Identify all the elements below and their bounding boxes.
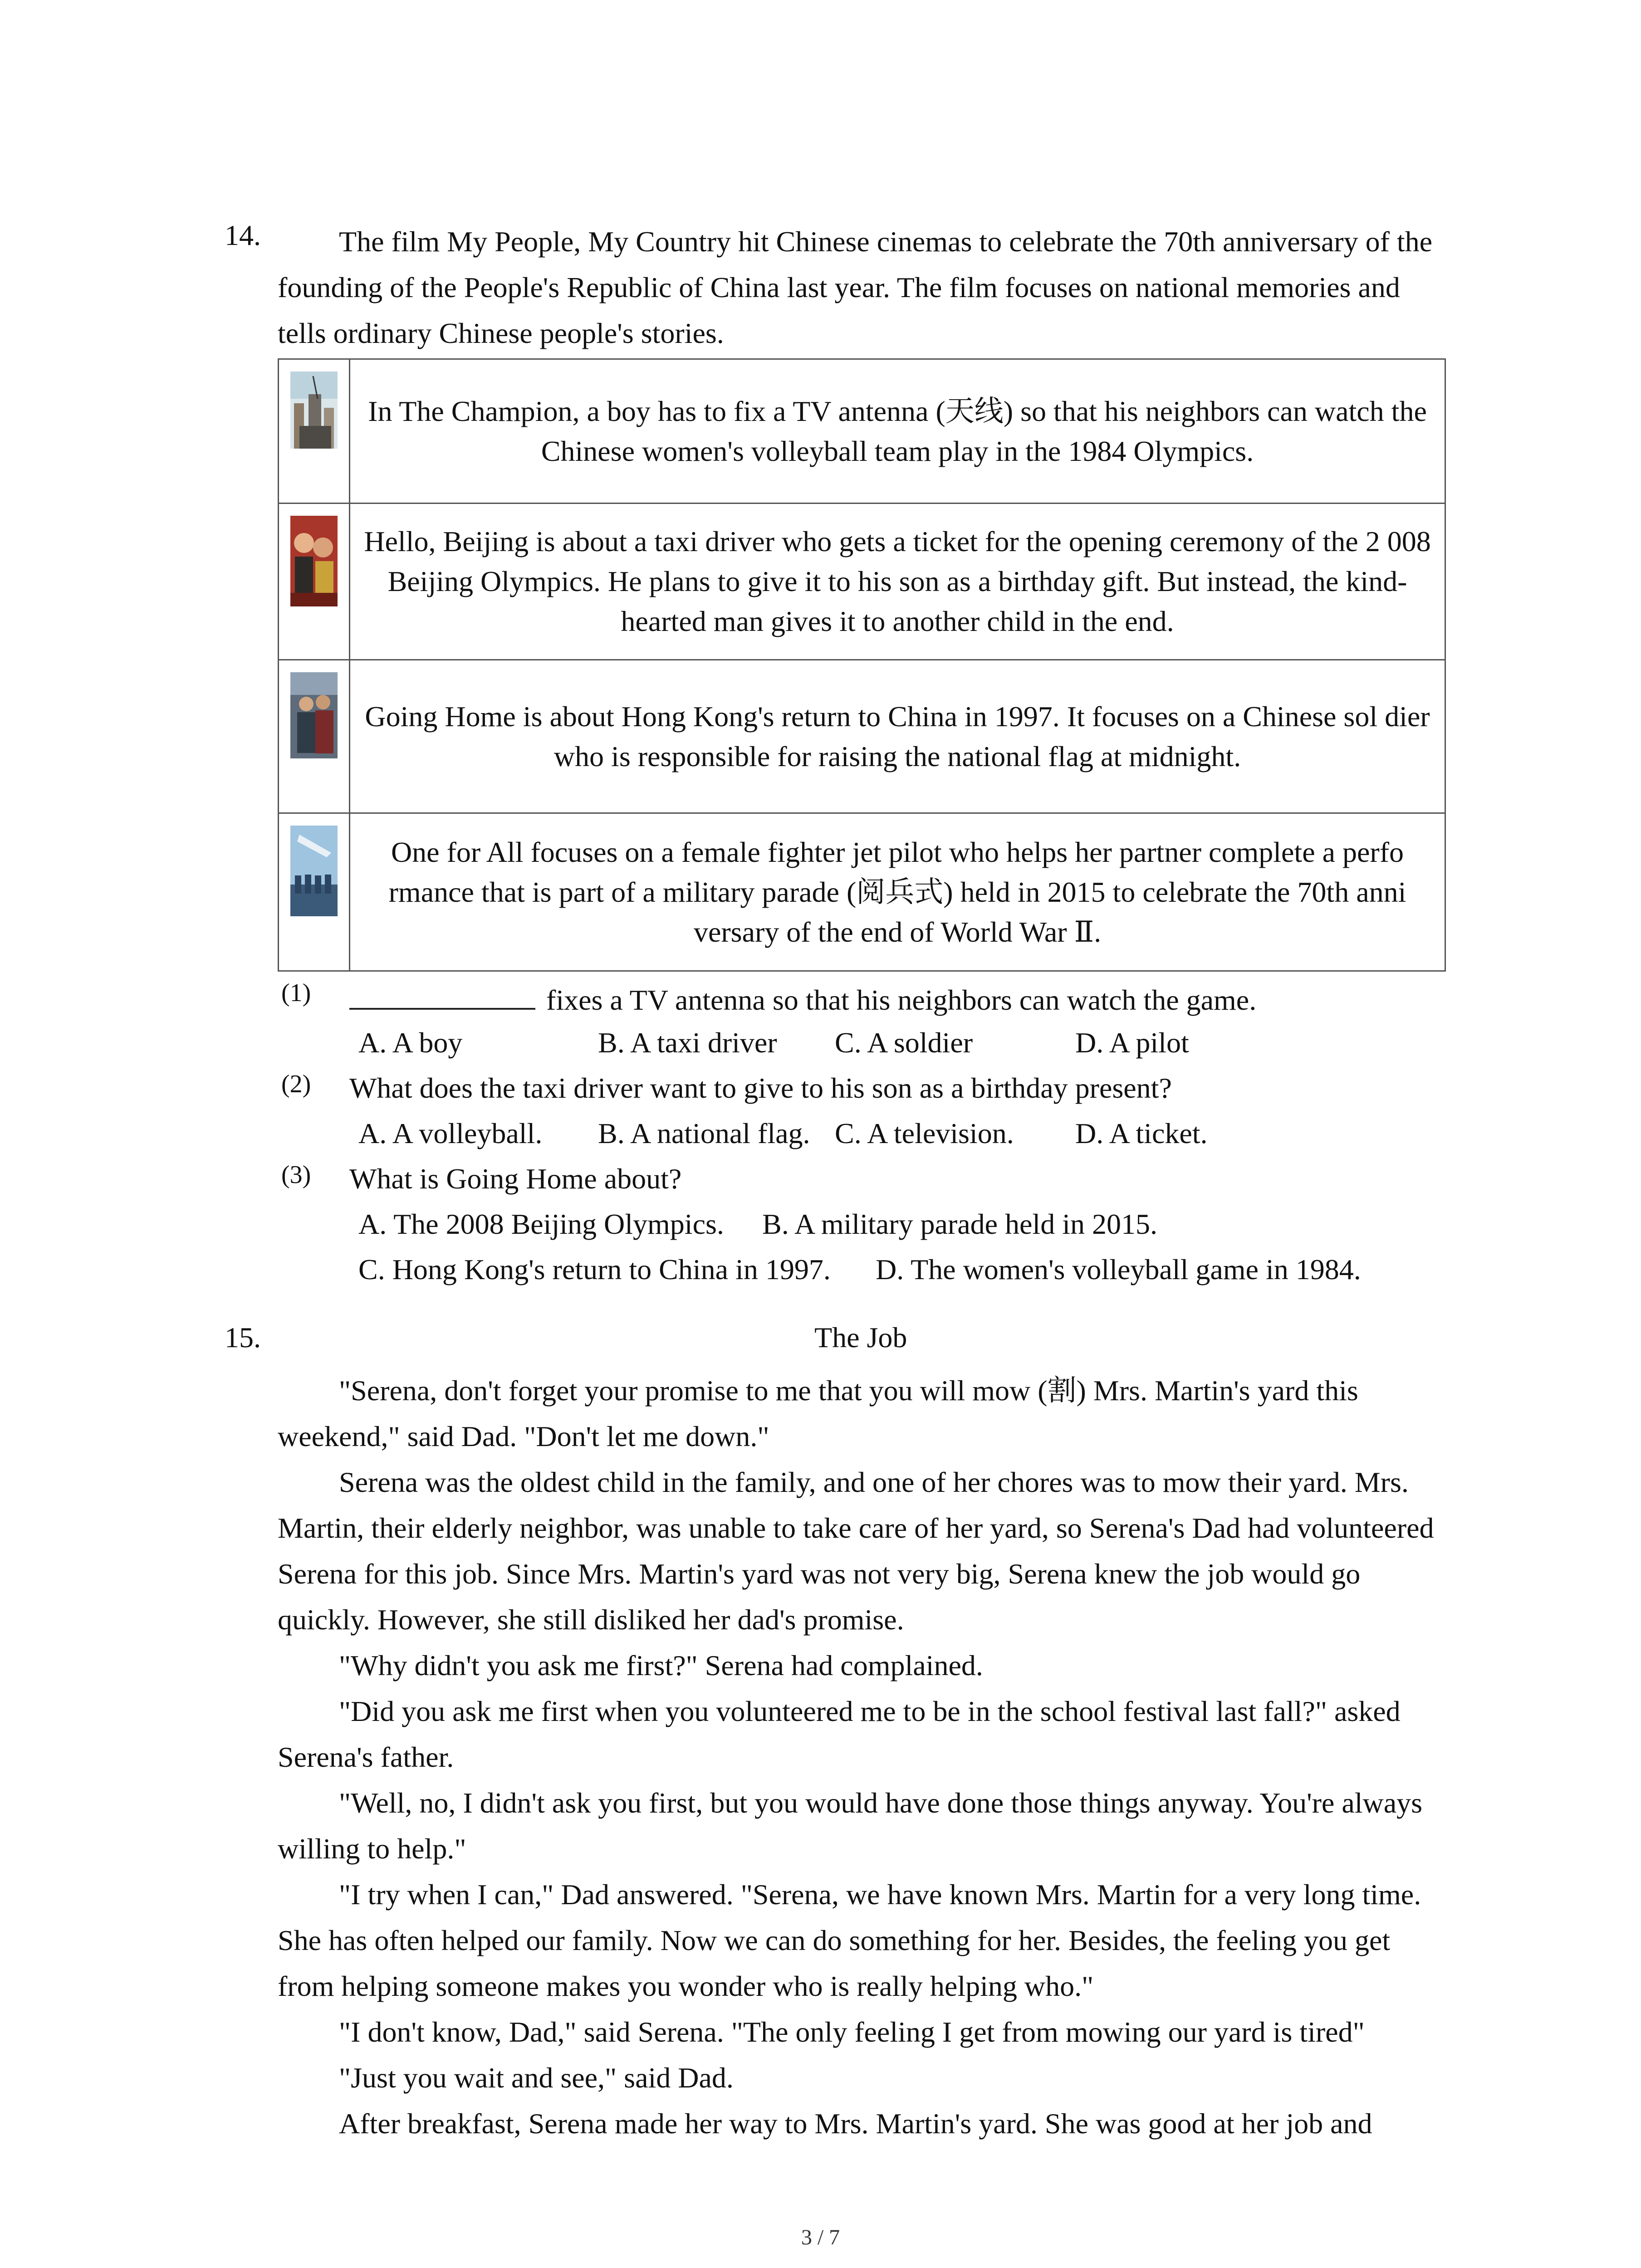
option-c[interactable]: C. Hong Kong's return to China in 1997.	[358, 1253, 831, 1286]
story-paragraph: "Well, no, I didn't ask you first, but you would have done those things anyway. You're always willing to help."	[278, 1787, 1423, 1865]
story-paragraph: Serena was the oldest child in the family, and one of her chores was to mow their yard. Mrs. Martin, their elderly neighbor, was unable to take care of her yard, so Serena's Dad had volunteered Serena for this job. Since Mrs. Martin's yard was not very big, Serena knew the job would go quickly. However, she still disliked her dad's promise.	[278, 1466, 1434, 1636]
option-c[interactable]: C. A soldier	[835, 1026, 973, 1059]
story-paragraph: "Why didn't you ask me first?" Serena had complained.	[339, 1649, 983, 1681]
question-14-1-text: fixes a TV antenna so that his neighbors can watch the game.	[349, 981, 1256, 1017]
film-description: In The Champion, a boy has to fix a TV antenna (天线) so that his neighbors can watch the Chinese women's volleyball team play in the 1984 Olympics.	[350, 359, 1445, 503]
film-description: Going Home is about Hong Kong's return to China in 1997. It focuses on a Chinese sol dier who is responsible for raising the national flag at midnight.	[350, 660, 1445, 813]
film-row	[279, 660, 1445, 813]
question-14-2-text: What does the taxi driver want to give to his son as a birthday present?	[349, 1072, 1172, 1104]
champion-still-image	[290, 371, 338, 449]
option-b[interactable]: B. A military parade held in 2015.	[762, 1208, 1157, 1240]
option-b[interactable]: B. A national flag.	[598, 1117, 810, 1149]
page-number: 3 / 7	[801, 2225, 840, 2249]
film-row	[279, 359, 1445, 503]
story-paragraph: "Just you wait and see," said Dad.	[339, 2062, 734, 2094]
option-d[interactable]: D. A ticket.	[1075, 1117, 1208, 1149]
story-paragraph: "Did you ask me first when you volunteered me to be in the school festival last fall?" asked Serena's father.	[278, 1695, 1401, 1773]
story-paragraph: "I don't know, Dad," said Serena. "The only feeling I get from mowing our yard is tired"	[339, 2016, 1365, 2048]
film-description: One for All focuses on a female fighter jet pilot who helps her partner complete a perfo rmance that is part of a military parade (阅兵式) held in 2015 to celebrate the 70th anni versary of the end of World War Ⅱ.	[350, 813, 1445, 971]
film-description: Hello, Beijing is about a taxi driver who gets a ticket for the opening ceremony of the 2 008 Beijing Olympics. He plans to give it to his son as a birthday gift. But instead, the kind-hearted man gives it to another child in the end.	[350, 503, 1445, 660]
hello-beijing-still-image	[290, 516, 338, 606]
answer-blank[interactable]	[349, 981, 535, 1010]
film-table	[278, 358, 1446, 972]
question-14-3-text: What is Going Home about?	[349, 1163, 682, 1195]
option-b[interactable]: B. A taxi driver	[598, 1026, 777, 1059]
story-title: The Job	[814, 1321, 907, 1354]
story-paragraph: "Serena, don't forget your promise to me that you will mow (割) Mrs. Martin's yard this weekend," said Dad. "Don't let me down."	[278, 1374, 1358, 1452]
option-a[interactable]: A. A volleyball.	[358, 1117, 543, 1149]
option-d[interactable]: D. A pilot	[1075, 1026, 1189, 1059]
story-text	[278, 1368, 1448, 2146]
question-14-number: 14.	[225, 219, 261, 251]
question-15-number: 15.	[225, 1321, 261, 1354]
option-a[interactable]: A. A boy	[358, 1026, 463, 1059]
question-14-2-number: (2)	[281, 1070, 311, 1098]
option-c[interactable]: C. A television.	[835, 1117, 1014, 1149]
option-a[interactable]: A. The 2008 Beijing Olympics.	[358, 1208, 724, 1240]
story-paragraph: "I try when I can," Dad answered. "Serena, we have known Mrs. Martin for a very long time. She has often helped our family. Now we can do something for her. Besides, the feeling you get from helping someone makes you wonder who is really helping who."	[278, 1878, 1421, 2002]
film-row	[279, 813, 1445, 971]
film-row	[279, 503, 1445, 660]
option-d[interactable]: D. The women's volleyball game in 1984.	[876, 1253, 1361, 1286]
question-14-3-number: (3)	[281, 1161, 311, 1189]
story-paragraph: After breakfast, Serena made her way to Mrs. Martin's yard. She was good at her job and	[339, 2107, 1372, 2140]
question-14-intro: The film My People, My Country hit Chinese cinemas to celebrate the 70th anniversary of the founding of the People's Republic of China last year. The film focuses on national memories and tells ordinary Chinese people's stories.	[278, 225, 1433, 349]
question-14-1-number: (1)	[281, 979, 311, 1007]
one-for-all-still-image	[290, 826, 338, 916]
going-home-still-image	[290, 672, 338, 758]
